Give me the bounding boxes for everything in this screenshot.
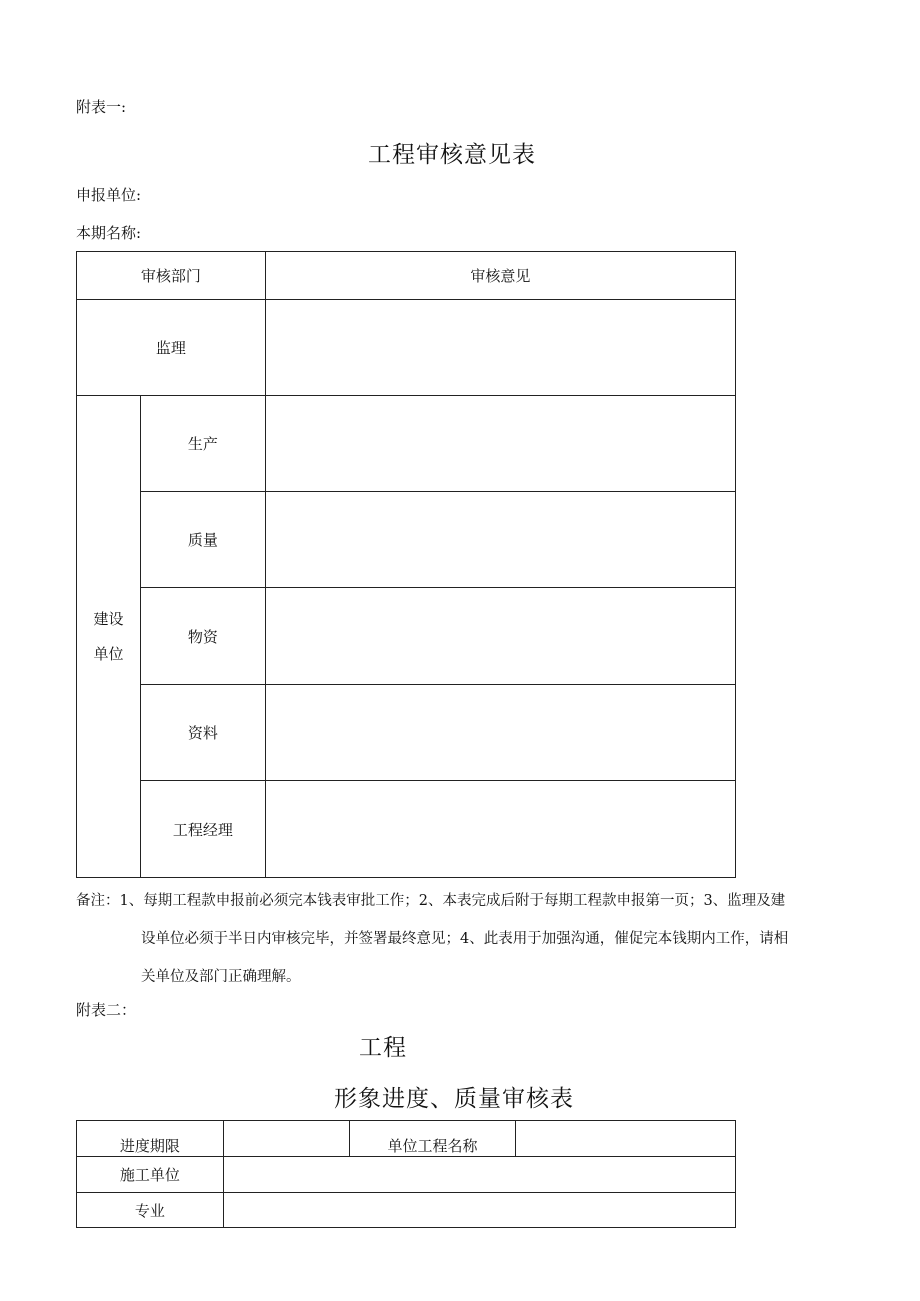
appendix2-title-line2: 形象进度、质量审核表 — [334, 1086, 574, 1112]
dept-project-manager: 工程经理 — [140, 781, 265, 878]
specialty-label: 专业 — [77, 1193, 224, 1228]
project-name-value[interactable] — [516, 1121, 736, 1157]
review-opinion-table — [76, 251, 736, 878]
opinion-project-manager[interactable] — [265, 781, 735, 878]
opinion-supervision[interactable] — [265, 300, 735, 396]
dept-production: 生产 — [140, 396, 265, 492]
dept-documents: 资料 — [140, 685, 265, 781]
period-name-label: 本期名称: — [76, 224, 142, 242]
construction-company-label: 施工单位 — [77, 1157, 224, 1193]
specialty-value[interactable] — [223, 1193, 735, 1228]
appendix2-label: 附表二： — [76, 1001, 137, 1019]
appendix2-title-line1: 工程 — [359, 1035, 407, 1061]
notes-line-2: 设单位必须于半日内审核完毕，并签署最终意见；4、此表用于加强沟通，催促完本钱期内工作，请相 — [141, 931, 789, 947]
progress-period-label: 进度期限 — [77, 1121, 224, 1157]
notes-line-3: 关单位及部门正确理解。 — [141, 969, 301, 985]
dept-quality: 质量 — [140, 492, 265, 588]
opinion-documents[interactable] — [265, 685, 735, 781]
header-opinion: 审核意见 — [265, 252, 735, 300]
construction-company-value[interactable] — [223, 1157, 735, 1193]
progress-quality-table — [76, 1120, 736, 1228]
appendix1-label: 附表一: — [76, 98, 127, 116]
project-name-label: 单位工程名称 — [349, 1121, 516, 1157]
appendix1-title: 工程审核意见表 — [368, 142, 536, 168]
notes-line-1: 备注：1、每期工程款申报前必须完本钱表审批工作；2、本表完成后附于每期工程款申报第一页；3、监理及建 — [76, 893, 786, 909]
dept-materials: 物资 — [140, 588, 265, 685]
dept-construction-unit: 建设单位 — [93, 609, 124, 663]
opinion-production[interactable] — [265, 396, 735, 492]
opinion-quality[interactable] — [265, 492, 735, 588]
reporting-unit-label: 申报单位: — [76, 186, 142, 204]
header-dept: 审核部门 — [77, 252, 266, 300]
dept-supervision: 监理 — [77, 300, 266, 396]
progress-period-value[interactable] — [223, 1121, 349, 1157]
opinion-materials[interactable] — [265, 588, 735, 685]
dept-construction-unit-cell — [77, 396, 141, 878]
